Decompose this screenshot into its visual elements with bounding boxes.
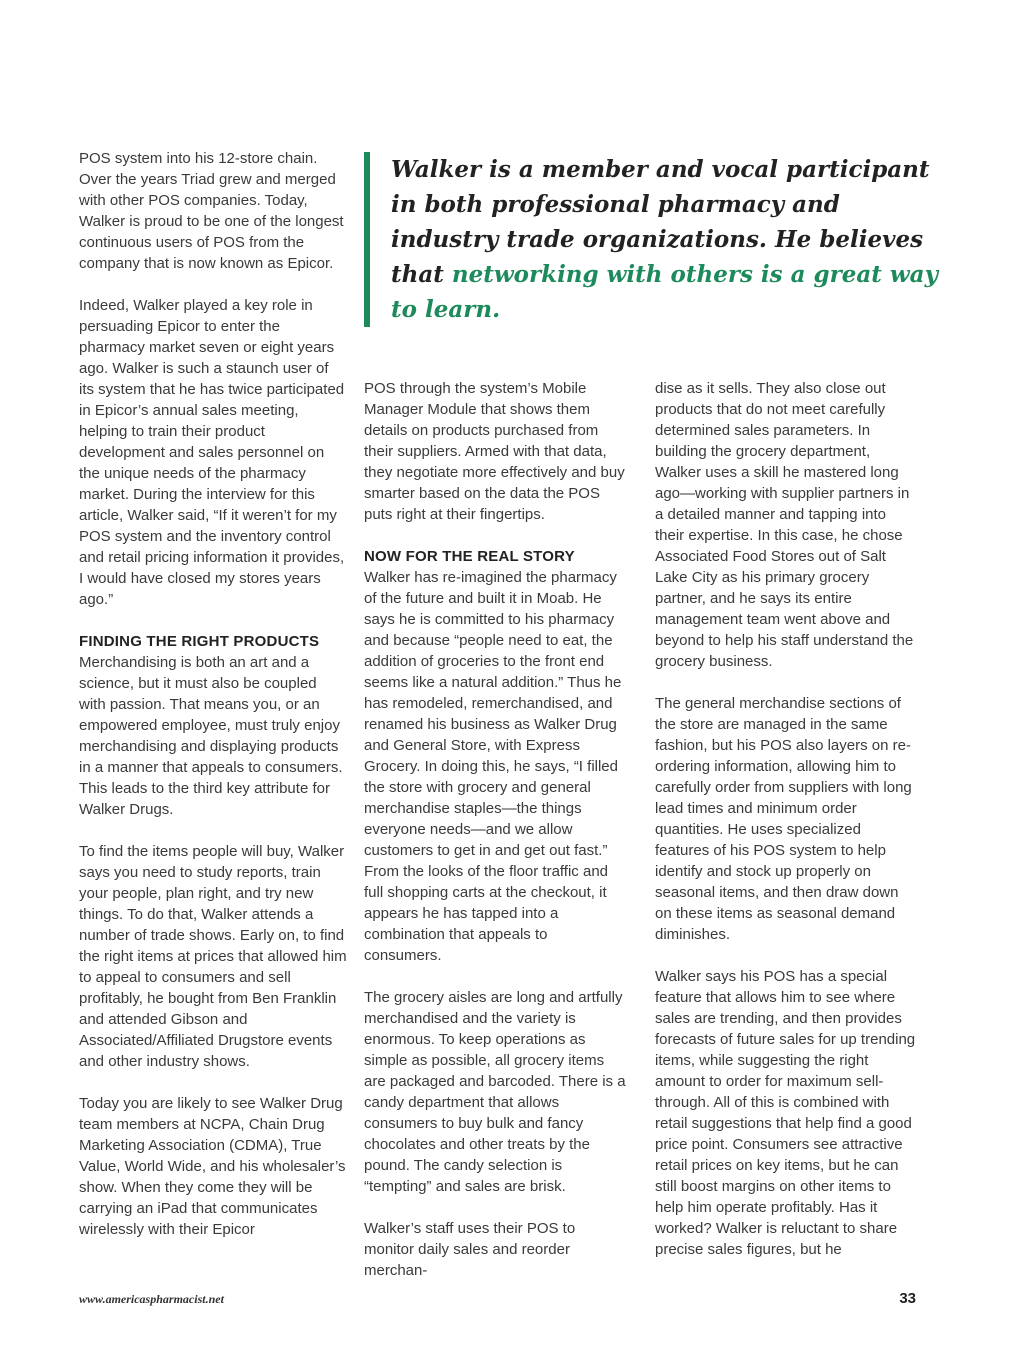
paragraph: Today you are likely to see Walker Drug team members at NCPA, Chain Drug Marketing Association (CDMA), True Value, World Wide, and his wholesaler’s show. When they come they will be carrying an iPad that communicates wirelessly with their Epicor [79,1095,346,1238]
paragraph: The general merchandise sections of the store are managed in the same fashion, but his POS also layers on re-ordering information, allowing him to carefully order from suppliers with long lead times and minimum order quantities. He uses specialized features of his POS system to help identify and stock up properly on seasonal items, and then draw down on these items as seasonal demand diminishes. [655,695,912,943]
pull-quote [364,152,951,327]
article-column-3 [655,378,917,1260]
paragraph: Walker says his POS has a special feature that allows him to see where sales are trending, and then provides forecasts of future sales for up trending items, while suggesting the right amount to order for maximum sell-through. All of this is combined with retail suggestions that help find a good price point. Consumers see attractive retail prices on key items, but he can still boost margins on other items to help him operate profitably. Has it worked? Walker is reluctant to share precise sales figures, but he [655,968,916,1258]
section-heading: FINDING THE RIGHT PRODUCTS [79,633,320,650]
footer-website-url: www.americaspharmacist.net [79,1292,224,1306]
paragraph: POS through the system’s Mobile Manager Module that shows them details on products purchased from their suppliers. Armed with that data, they negotiate more effectively and buy smarter based on the data the POS puts right at their fingertips. [364,380,625,523]
paragraph: To find the items people will buy, Walker says you need to study reports, train your people, plan right, and try new things. To do that, Walker attends a number of trade shows. Early on, to find the right items at prices that allowed him to appeal to consumers and sell profitably, he bought from Ben Franklin and attended Gibson and Associated/Affiliated Drugstore events and other industry shows. [79,843,347,1070]
page-number: 33 [899,1290,916,1307]
article-column-1 [79,148,347,1240]
paragraph: POS system into his 12-store chain. Over the years Triad grew and merged with other POS companies. Today, Walker is proud to be one of the longest continuous users of POS from the company that is now known as Epicor. [79,150,344,272]
pull-quote-highlight: networking with others is a great way to learn. [391,261,938,323]
section-heading: NOW FOR THE REAL STORY [364,548,575,565]
paragraph: Walker has re-imagined the pharmacy of the future and built it in Moab. He says he is committed to his pharmacy and because “people need to eat, the addition of groceries to the front end seems like a natural addition.” Thus he has remodeled, remerchandised, and renamed his business as Walker Drug and General Store, with Express Grocery. In doing this, he says, “I filled the store with grocery and general merchandise staples—the things everyone needs—and we allow customers to get in and get out fast.” From the looks of the floor traffic and full shopping carts at the checkout, it appears he has tapped into a combination that appeals to consumers. [364,569,622,964]
pull-quote-text: Walker is a member and vocal participant in both professional pharmacy and industry trade organizations. He believes that [391,156,930,288]
paragraph: Merchandising is both an art and a science, but it must also be coupled with passion. That means you, or an empowered employee, must truly enjoy merchandising and displaying products in a manner that appeals to consumers. This leads to the third key attribute for Walker Drugs. [79,654,343,818]
paragraph: The grocery aisles are long and artfully merchandised and the variety is enormous. To keep operations as simple as possible, all grocery items are packaged and barcoded. There is a candy department that allows consumers to buy bulk and fancy chocolates and other treats by the pound. The candy selection is “tempting” and sales are brisk. [364,989,626,1195]
paragraph: Walker’s staff uses their POS to monitor daily sales and reorder merchan- [364,1220,576,1279]
paragraph: Indeed, Walker played a key role in persuading Epicor to enter the pharmacy market seven or eight years ago. Walker is such a staunch user of its system that he has twice participated in Epicor’s annual sales meeting, helping to train their product development and sales personnel on the unique needs of the pharmacy market. During the interview for this article, Walker said, “If it weren’t for my POS system and the inventory control and retail pricing information it provides, I would have closed my stores years ago.” [79,297,345,608]
paragraph: dise as it sells. They also close out products that do not meet carefully determined sales parameters. In building the grocery department, Walker uses a skill he mastered long ago—working with supplier partners in a detailed manner and tapping into their expertise. In this case, he chose Associated Food Stores out of Salt Lake City as his primary grocery partner, and he says its entire management team went above and beyond to help his staff understand the grocery business. [655,380,914,670]
article-column-2 [364,378,626,1281]
